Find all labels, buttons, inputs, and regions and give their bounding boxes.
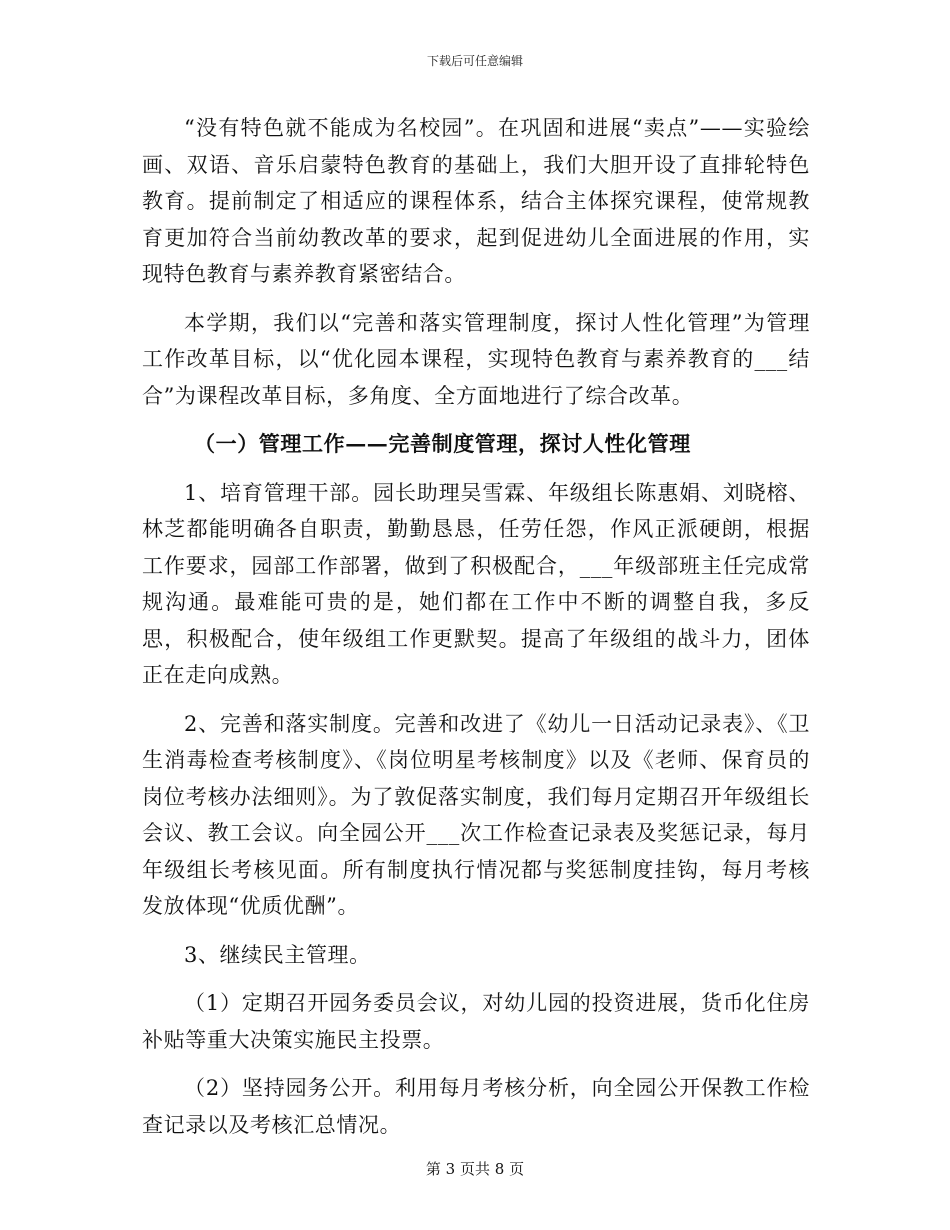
paragraph-item-2: （2）坚持园务公开。利用每月考核分析，向全园公开保教工作检查记录以及考核汇总情况。 [142, 1076, 810, 1137]
document-body [142, 110, 810, 1155]
paragraph-item-1: （1）定期召开园务委员会议，对幼儿园的投资进展，货币化住房补贴等重大决策实施民主投票。 [142, 991, 810, 1052]
paragraph-system-improvement: 2、完善和落实制度。完善和改进了《幼儿一日活动记录表》、《卫生消毒检查考核制度》、《岗位明星考核制度》以及《老师、保育员的岗位考核办法细则》。为了敦促落实制度，我们每月定期召开年级组长会议、教工会议。向全园公开___次工作检查记录表及奖惩记录，每月年级组长考核见面。所有制度执行情况都与奖惩制度挂钩，每月考核发放体现“优质优酬”。 [142, 711, 810, 918]
paragraph-democratic-management: 3、继续民主管理。 [184, 942, 371, 967]
section-heading-management: （一）管理工作——完善制度管理，探讨人性化管理 [194, 431, 691, 456]
paragraph-semester-goals: 本学期，我们以“完善和落实管理制度，探讨人性化管理”为管理工作改革目标，以“优化园本课程，实现特色教育与素养教育的___结合”为课程改革目标，多角度、全方面地进行了综合改革。 [142, 310, 810, 408]
page-number: 第 3 页共 8 页 [425, 1160, 525, 1178]
paragraph-specialty-education: “没有特色就不能成为名校园”。在巩固和进展“卖点”——实验绘画、双语、音乐启蒙特色教育的基础上，我们大胆开设了直排轮特色教育。提前制定了相适应的课程体系，结合主体探究课程，使常规教育更加符合当前幼教改革的要求，起到促进幼儿全面进展的作用，实现特色教育与素养教育紧密结合。 [142, 116, 810, 286]
paragraph-cadre-training: 1、培育管理干部。园长助理吴雪霖、年级组长陈惠娟、刘晓榕、林芝都能明确各自职责，勤勤恳恳，任劳任怨，作风正派硬朗，根据工作要求，园部工作部署，做到了积极配合，___年级部班主任完成常规沟通。最难能可贵的是，她们都在工作中不断的调整自我，多反思，积极配合，使年级组工作更默契。提高了年级组的战斗力，团体正在走向成熟。 [142, 480, 810, 687]
page-header-note: 下载后可任意编辑 [426, 54, 523, 68]
